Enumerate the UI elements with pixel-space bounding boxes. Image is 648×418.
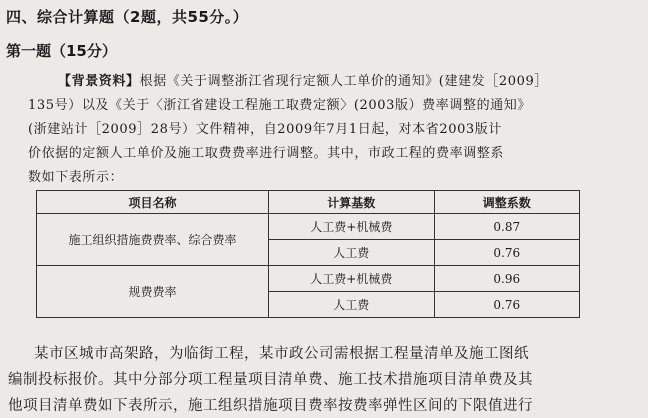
background-line-5: 数如下表所示： — [28, 170, 124, 185]
header-coefficient: 调整系数 — [434, 191, 580, 214]
coefficient-cell: 0.76 — [434, 240, 580, 266]
base-cell: 人工费+机械费 — [269, 266, 434, 292]
group-name: 施工组织措施费费率、综合费率 — [37, 214, 269, 266]
coefficient-cell: 0.76 — [434, 292, 580, 318]
base-cell: 人工费 — [269, 240, 434, 266]
header-item-name: 项目名称 — [37, 191, 269, 214]
coefficient-cell: 0.96 — [434, 266, 580, 292]
question-title: 第一题（15分） — [6, 42, 117, 60]
table-row — [37, 214, 580, 240]
background-line-1: 【背景资料】根据《关于调整浙江省现行定额人工单价的通知》(建建发［2009］ — [58, 74, 548, 89]
coefficient-cell: 0.87 — [434, 214, 580, 240]
table-header-row — [37, 191, 580, 214]
table-row — [37, 266, 580, 292]
header-base: 计算基数 — [269, 191, 434, 214]
base-cell: 人工费+机械费 — [269, 214, 434, 240]
base-cell: 人工费 — [269, 292, 434, 318]
section-title: 四、综合计算题（2题，共55分。） — [6, 8, 249, 26]
background-line-3: (浙建站计［2009］28号）文件精神，自2009年7月1日起，对本省2003版计 — [28, 122, 503, 137]
group-name: 规费费率 — [37, 266, 269, 318]
body-line-3: 他项目清单费如下表所示，施工组织措施项目费率按费率弹性区间的下限值进行 — [8, 398, 533, 414]
body-line-1: 某市区城市高架路，为临街工程，某市政公司需根据工程量清单及施工图纸 — [34, 346, 529, 362]
background-line-4: 价依据的定额人工单价及施工取费费率进行调整。其中，市政工程的费率调整系 — [28, 146, 505, 161]
background-label: 【背景资料】 — [58, 74, 140, 89]
background-line-2: 135号）以及《关于〈浙江省建设工程施工取费定额〉(2003版）费率调整的通知》 — [28, 98, 531, 113]
body-line-2: 编制投标报价。其中分部分项工程量项目清单费、施工技术措施项目清单费及其 — [8, 372, 533, 388]
coefficient-table — [36, 190, 580, 318]
